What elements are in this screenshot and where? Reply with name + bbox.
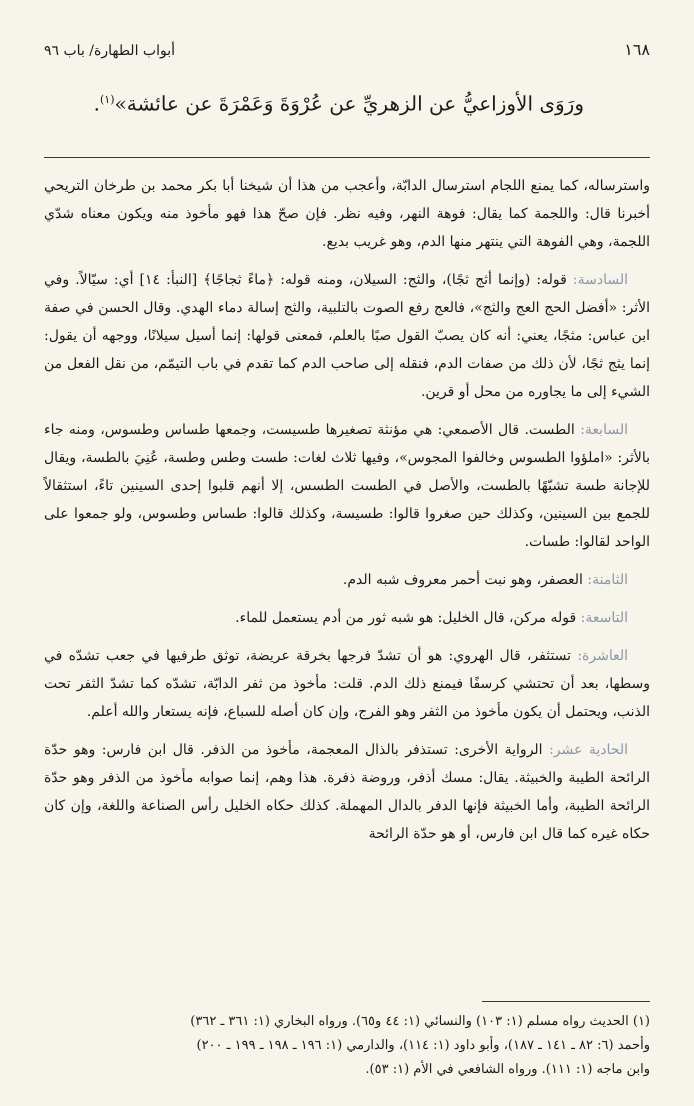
hadith-end: . <box>93 91 100 116</box>
hadith-line <box>44 84 650 120</box>
running-header <box>44 40 650 66</box>
footnote-line: (١) الحديث رواه مسلم (١: ١٠٣) والنسائي (١: ٤٤ و٦٥). ورواه البخاري (١: ٣٦١ ـ ٣٦٢) <box>190 1014 650 1029</box>
paragraph-sixth <box>44 266 650 406</box>
footnote-divider <box>482 1001 650 1002</box>
footnote-marker[interactable]: (١) <box>99 93 115 106</box>
page-number: ١٦٨ <box>624 40 650 59</box>
commentary-body <box>44 172 650 858</box>
paragraph-text: واسترساله، كما يمنع اللجام استرسال الدابّة، وأعجب من هذا أن شيخنا أبا بكر محمد بن طرخان التريحي أخبرنا قال: واللجمة كما يقال: فوهة النهر، وفيه نظر. فإن صحّ هذا فهو مأخوذ منه ويكون معناه شدّي اللجمة، وهي الفوهة التي ينتهر منها الدم، وهو غريب بديع. <box>44 178 650 250</box>
paragraph-text: الطست. قال الأصمعي: هي مؤنثة تصغيرها طسيست، وجمعها طساس وطسوس، ومنه جاء بالأثر: «املؤوا الطسوس وخالفوا المجوس»، وفيها ثلاث لغات: طست وطس وطسة، عُنِيَ بالطسة، ويقال للإجانة طسة تشبّهًا بالطست، والأصل في الطست الطسس، إلا أنهم قلبوا إحدى السينين تاءً، استثقالاً للجمع بين السينين، وكذلك حين صغروا قالوا: طسيسة، وكذلك قالوا: طساس وطسوس، ولو جمعوا على الواحد لقالوا: طسات. <box>44 422 650 550</box>
footnotes <box>44 1010 650 1082</box>
paragraph-seventh <box>44 416 650 556</box>
paragraph-text: الرواية الأخرى: تستذفر بالذال المعجمة، مأخوذ من الذفر. قال ابن فارس: وهو حدّة الرائحة الطيبة والخبيثة. يقال: مسك أذفر، وروضة ذفرة. هذا وهم، إنما صوابه مأخوذ من الذفر وهو حدّة الرائحة الطيبة، وأما الخبيثة فإنها الدفر بالدال المهملة. كذلك حكاه الخليل رأس الصناعة واللغة، وإن كان حكاه غيره كما قال ابن فارس، أو هو حدّة الرائحة <box>44 742 650 842</box>
paragraph-eighth <box>44 566 650 594</box>
point-label: السادسة: <box>572 272 629 288</box>
point-label: الحادية عشر: <box>549 742 628 758</box>
point-label: التاسعة: <box>580 610 628 626</box>
paragraph-text: العصفر، وهو نبت أحمر معروف شبه الدم. <box>342 572 583 588</box>
paragraph-tenth <box>44 642 650 726</box>
paragraph-text: تستثفر، قال الهروي: هو أن تشدّ فرجها بخرقة عريضة، توثق طرفيها في جعب تشدّه في وسطها، بعد أن تحتشي كرسفًا فيمنع ذلك الدم. قلت: مأخوذ من ثفر الدابّة، تشدّه كما تشدّ الثفر تحت الذنب، ويحتمل أن يكون مأخوذ من الثفر وهو الفرج، وإن كان أصله للسباع، فإنه يستعار والله أعلم. <box>44 648 650 720</box>
running-title: أبواب الطهارة/ باب ٩٦ <box>44 43 175 59</box>
paragraph-ninth <box>44 604 650 632</box>
section-divider <box>44 157 650 158</box>
paragraph-text: قوله مركن، قال الخليل: هو شبه ثور من أدم يستعمل للماء. <box>235 610 577 626</box>
hadith-text: ورَوَى الأوزاعيُّ عن الزهريِّ عن عُرْوَةَ وَعَمْرَةَ عن عائشة» <box>114 91 584 116</box>
paragraph-text: قوله: (وإنما أثج ثجًا)، والثج: السيلان، ومنه قوله: ﴿ماءً ثجاجًا﴾ [النبأ: ١٤] أي: سيّالاً. وفي الأثر: «أفضل الحج العج والثج»، فالعج رفع الصوت بالتلبية، والثج إسالة دماء الهدي. وقال الحسن في صفة ابن عباس: مثجًا، يعني: أنه كان يصبّ القول صبًا بالعلم، فمعنى قولها: إنما أسيل سيلانًا، ووجهه أن يقول: إنما يثج ثجًا، لأن ذلك من صفات الدم، فنقله إلى صاحب الدم كما تقدم في باب التيمّم، من نقل الفعل من الشيء إلى ما يجاوره من محل أو قرين. <box>44 272 650 400</box>
point-label: الثامنة: <box>587 572 628 588</box>
point-label: السابعة: <box>580 422 628 438</box>
point-label: العاشرة: <box>577 648 629 664</box>
paragraph-intro <box>44 172 650 256</box>
footnote-line: وأحمد (٦: ٨٢ ـ ١٤١ ـ ١٨٧)، وأبو داود (١: ١١٤)، والدارمي (١: ١٩٦ ـ ١٩٨ ـ ١٩٩ ـ ٢٠٠) <box>196 1038 650 1053</box>
paragraph-eleventh <box>44 736 650 848</box>
footnote-line: وابن ماجه (١: ١١١). ورواه الشافعي في الأم (١: ٥٣). <box>365 1062 650 1077</box>
